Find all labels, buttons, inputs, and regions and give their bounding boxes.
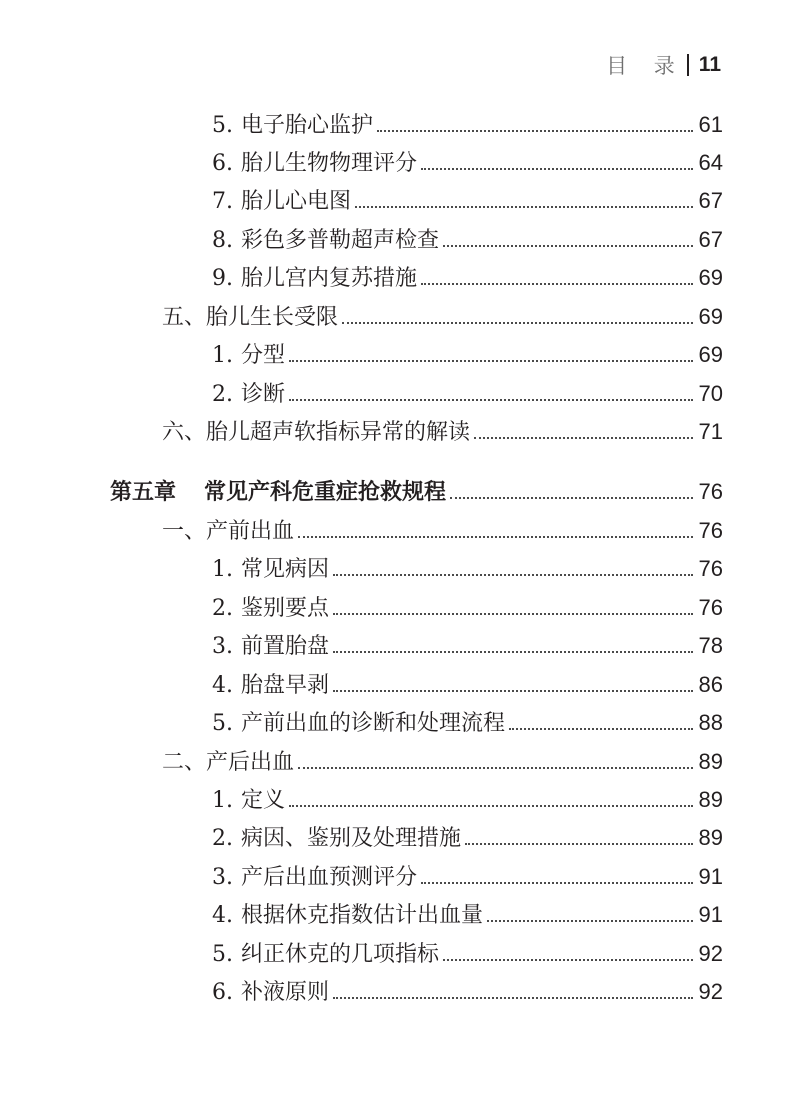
entry-page: 89 bbox=[698, 825, 723, 850]
dot-leader bbox=[421, 282, 693, 285]
entry-number: 8. bbox=[212, 228, 233, 253]
dot-leader bbox=[289, 359, 693, 362]
entry-number: 5. bbox=[212, 113, 233, 138]
entry-number: 3. bbox=[212, 634, 233, 659]
entry-title: 胎盘早剥 bbox=[241, 673, 330, 698]
dot-leader bbox=[333, 573, 693, 576]
toc-entry[interactable] bbox=[212, 144, 723, 182]
dot-leader bbox=[487, 919, 693, 922]
toc-entry[interactable] bbox=[212, 259, 723, 297]
entry-number: 4. bbox=[212, 673, 233, 698]
entry-title: 根据休克指数估计出血量 bbox=[241, 903, 484, 928]
entry-number: 6. bbox=[212, 980, 233, 1005]
entry-title: 病因、鉴别及处理措施 bbox=[241, 826, 462, 851]
dot-leader bbox=[298, 766, 692, 769]
toc-entry[interactable] bbox=[212, 221, 723, 259]
dot-leader bbox=[342, 321, 692, 324]
entry-page: 67 bbox=[698, 188, 723, 213]
entry-page: 91 bbox=[698, 902, 723, 927]
header-divider bbox=[687, 54, 689, 76]
entry-number: 1. bbox=[212, 557, 233, 582]
entry-title: 定义 bbox=[241, 788, 286, 813]
dot-leader bbox=[421, 881, 693, 884]
section-title: 胎儿生长受限 bbox=[206, 305, 339, 330]
toc-entry[interactable] bbox=[212, 106, 723, 144]
dot-leader bbox=[474, 436, 692, 439]
dot-leader bbox=[289, 398, 693, 401]
entry-title: 彩色多普勒超声检查 bbox=[241, 228, 440, 253]
entry-number: 1. bbox=[212, 343, 233, 368]
entry-number: 3. bbox=[212, 865, 233, 890]
entry-number: 2. bbox=[212, 596, 233, 621]
section-title: 胎儿超声软指标异常的解读 bbox=[206, 420, 471, 445]
entry-page: 78 bbox=[698, 633, 723, 658]
entry-title: 纠正休克的几项指标 bbox=[241, 942, 440, 967]
entry-page: 89 bbox=[698, 749, 723, 774]
entry-title: 分型 bbox=[241, 343, 286, 368]
dot-leader bbox=[443, 958, 693, 961]
dot-leader bbox=[333, 689, 693, 692]
entry-page: 76 bbox=[698, 595, 723, 620]
entry-page: 92 bbox=[698, 941, 723, 966]
entry-page: 76 bbox=[698, 518, 723, 543]
toc-entry[interactable] bbox=[212, 550, 723, 588]
toc-section[interactable] bbox=[162, 413, 723, 451]
entry-title: 胎儿心电图 bbox=[241, 189, 352, 214]
entry-page: 71 bbox=[698, 419, 723, 444]
dot-leader bbox=[298, 535, 692, 538]
toc-entry[interactable] bbox=[212, 627, 723, 665]
header-title: 目 录 bbox=[606, 54, 685, 78]
entry-number: 1. bbox=[212, 788, 233, 813]
toc-entry[interactable] bbox=[212, 781, 723, 819]
entry-page: 89 bbox=[698, 787, 723, 812]
entry-page: 88 bbox=[698, 710, 723, 735]
running-header bbox=[606, 48, 721, 82]
entry-number: 5. bbox=[212, 711, 233, 736]
entry-page: 70 bbox=[698, 381, 723, 406]
section-number: 六、 bbox=[162, 420, 207, 445]
entry-page: 76 bbox=[698, 479, 723, 504]
dot-leader bbox=[377, 129, 693, 132]
dot-leader bbox=[443, 244, 693, 247]
entry-title: 产后出血预测评分 bbox=[241, 865, 418, 890]
entry-page: 61 bbox=[698, 112, 723, 137]
toc-entry[interactable] bbox=[212, 896, 723, 934]
entry-title: 胎儿宫内复苏措施 bbox=[241, 266, 418, 291]
entry-page: 69 bbox=[698, 304, 723, 329]
toc-entry[interactable] bbox=[212, 589, 723, 627]
toc-entry[interactable] bbox=[212, 935, 723, 973]
entry-number: 9. bbox=[212, 266, 233, 291]
section-number: 一、 bbox=[162, 519, 207, 544]
toc-chapter[interactable] bbox=[110, 473, 723, 511]
dot-leader bbox=[289, 804, 693, 807]
dot-leader bbox=[465, 842, 693, 845]
toc-entry[interactable] bbox=[212, 858, 723, 896]
dot-leader bbox=[509, 727, 693, 730]
section-number: 五、 bbox=[162, 305, 207, 330]
dot-leader bbox=[333, 650, 693, 653]
section-title: 产后出血 bbox=[206, 750, 295, 775]
entry-number: 6. bbox=[212, 151, 233, 176]
entry-page: 92 bbox=[698, 979, 723, 1004]
toc-entry[interactable] bbox=[212, 973, 723, 1011]
toc-section[interactable] bbox=[162, 743, 723, 781]
entry-number: 5. bbox=[212, 942, 233, 967]
entry-page: 69 bbox=[698, 342, 723, 367]
entry-page: 86 bbox=[698, 672, 723, 697]
toc-entry[interactable] bbox=[212, 336, 723, 374]
entry-title: 产前出血的诊断和处理流程 bbox=[241, 711, 506, 736]
entry-number: 4. bbox=[212, 903, 233, 928]
page-number: 11 bbox=[698, 53, 721, 76]
entry-page: 64 bbox=[698, 150, 723, 175]
entry-title: 补液原则 bbox=[241, 980, 330, 1005]
entry-page: 69 bbox=[698, 265, 723, 290]
entry-title: 常见病因 bbox=[241, 557, 330, 582]
toc-entry[interactable] bbox=[212, 704, 723, 742]
toc-entry[interactable] bbox=[212, 666, 723, 704]
chapter-title: 常见产科危重症抢救规程 bbox=[204, 480, 447, 505]
toc-section[interactable] bbox=[162, 512, 723, 550]
section-number: 二、 bbox=[162, 750, 207, 775]
dot-leader bbox=[333, 612, 693, 615]
toc-entry[interactable] bbox=[212, 375, 723, 413]
dot-leader bbox=[355, 205, 693, 208]
entry-number: 2. bbox=[212, 826, 233, 851]
dot-leader bbox=[333, 996, 693, 999]
entry-number: 2. bbox=[212, 382, 233, 407]
entry-page: 76 bbox=[698, 556, 723, 581]
toc-section[interactable] bbox=[162, 298, 723, 336]
entry-title: 胎儿生物物理评分 bbox=[241, 151, 418, 176]
entry-title: 前置胎盘 bbox=[241, 634, 330, 659]
chapter-number: 第五章 bbox=[110, 480, 177, 505]
entry-title: 电子胎心监护 bbox=[241, 113, 374, 138]
dot-leader bbox=[421, 167, 693, 170]
dot-leader bbox=[450, 496, 692, 499]
toc-entry[interactable] bbox=[212, 819, 723, 857]
entry-page: 91 bbox=[698, 864, 723, 889]
entry-page: 67 bbox=[698, 227, 723, 252]
section-title: 产前出血 bbox=[206, 519, 295, 544]
toc-entry[interactable] bbox=[212, 182, 723, 220]
entry-title: 鉴别要点 bbox=[241, 596, 330, 621]
entry-number: 7. bbox=[212, 189, 233, 214]
entry-title: 诊断 bbox=[241, 382, 286, 407]
